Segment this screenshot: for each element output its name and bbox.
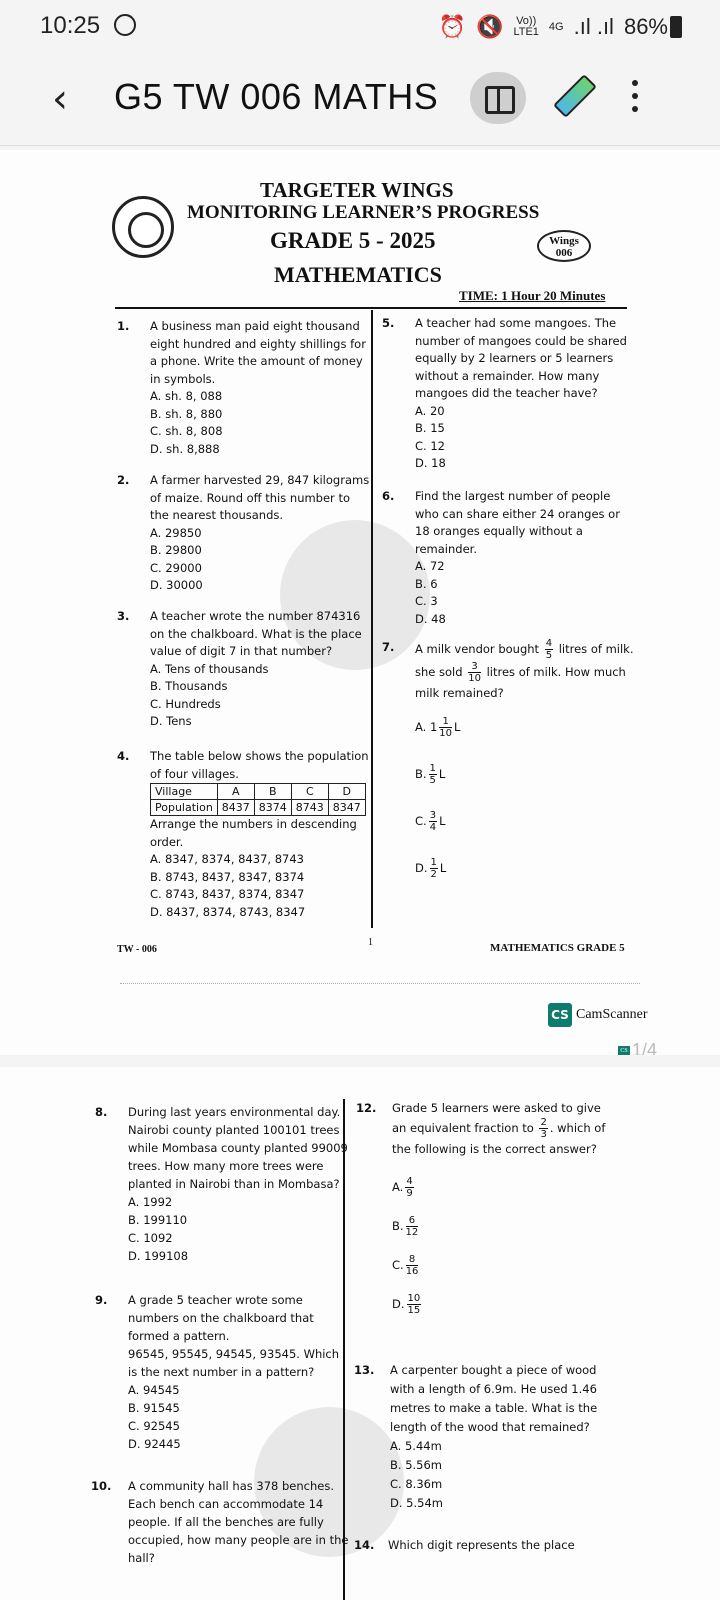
- option-unit: L: [439, 861, 447, 875]
- column-divider: [371, 310, 373, 928]
- option-unit: L: [439, 814, 446, 828]
- camscanner-watermark: [548, 1003, 648, 1027]
- scan-noise-line: [120, 983, 640, 984]
- question-text: the following is the correct answer?: [392, 1142, 597, 1156]
- question-number: 1.: [117, 319, 130, 333]
- fraction-numerator: 6: [406, 1215, 419, 1227]
- exam-grade: GRADE 5 - 2025: [270, 228, 436, 253]
- option-label: A.: [392, 1180, 404, 1194]
- question-text: who can share either 24 oranges or: [415, 506, 620, 521]
- table-cell: D: [328, 784, 365, 800]
- answer-option: D. 18: [415, 456, 446, 470]
- question-text: 18 oranges equally without a: [415, 524, 583, 538]
- fraction-denominator: 10: [439, 728, 453, 739]
- fraction-denominator: 16: [405, 1266, 419, 1277]
- exam-subject: MATHEMATICS: [274, 262, 442, 287]
- question-number: 10.: [91, 1479, 112, 1493]
- answer-option: C. 12: [415, 438, 445, 453]
- answer-option: B. 199110: [128, 1213, 188, 1227]
- answer-option: A. sh. 8, 088: [150, 389, 223, 403]
- question-text: hall?: [128, 1551, 155, 1565]
- question-1: [117, 318, 366, 458]
- question-text: eight hundred and eighty shillings for: [150, 336, 366, 351]
- exam-time: TIME: 1 Hour 20 Minutes: [459, 288, 606, 303]
- answer-option: D. Tens: [150, 714, 192, 728]
- question-text: remainder.: [415, 541, 477, 556]
- question-number: 6.: [382, 489, 395, 503]
- fraction-numerator: 3: [429, 810, 437, 821]
- answer-option: [392, 1215, 605, 1238]
- question-text: [415, 638, 633, 661]
- question-text: equally by 2 learners or 5 learners: [415, 351, 614, 365]
- question-text: [415, 661, 633, 684]
- question-text: [392, 1117, 605, 1140]
- question-number: 3.: [117, 609, 130, 623]
- status-icons: [439, 14, 668, 40]
- table-cell: Population: [151, 800, 218, 816]
- answer-option: A. 20: [415, 403, 445, 418]
- table-row: [151, 784, 366, 800]
- question-text: A carpenter bought a piece of wood: [390, 1363, 597, 1377]
- table-cell: 8743: [291, 800, 328, 816]
- question-12: [356, 1099, 606, 1316]
- question-text: A farmer harvested 29, 847 kilograms: [150, 473, 370, 487]
- fraction-numerator: 1: [439, 716, 452, 728]
- question-text: Grade 5 learners were asked to give: [392, 1101, 601, 1115]
- question-text-part: litres of milk. How much: [486, 665, 626, 679]
- option-label: C.: [392, 1258, 404, 1272]
- table-cell: 8347: [328, 800, 365, 816]
- fraction-denominator: 5: [545, 650, 553, 661]
- answer-option: C. Hundreds: [150, 696, 221, 711]
- question-text: the nearest thousands.: [150, 508, 284, 522]
- volte-top: Vo)): [516, 15, 537, 27]
- volte-indicator: [513, 16, 538, 38]
- question-number: 7.: [382, 640, 395, 654]
- answer-option: D. 199108: [128, 1249, 189, 1263]
- question-text: length of the wood that remained?: [390, 1420, 590, 1434]
- answer-option: C. 29000: [150, 560, 202, 575]
- question-text: Find the largest number of people: [415, 489, 611, 503]
- question-6: [382, 488, 620, 628]
- answer-option: [392, 1293, 605, 1316]
- fraction-denominator: 15: [407, 1305, 421, 1316]
- question-text: in symbols.: [150, 371, 216, 386]
- option-label: D.: [415, 861, 428, 875]
- answer-option: C. 8.36m: [390, 1477, 443, 1491]
- question-text: A teacher had some mangoes. The: [415, 316, 617, 330]
- page-number: 1: [368, 937, 373, 948]
- question-2: [117, 472, 370, 595]
- question-text: number of mangoes could be shared: [415, 333, 627, 348]
- camscanner-label: CamScanner: [576, 1007, 648, 1022]
- question-text-part: she sold: [415, 665, 463, 679]
- question-text: A teacher wrote the number 874316: [150, 609, 361, 623]
- option-label: C.: [415, 814, 427, 828]
- signal-icon: .ıl .ıl: [573, 14, 614, 39]
- fraction-denominator: 9: [406, 1188, 413, 1199]
- question-text: a phone. Write the amount of money: [150, 354, 363, 368]
- fraction: [468, 661, 481, 684]
- question-text-part: . which of: [549, 1121, 606, 1135]
- document-page-1: [0, 150, 720, 1055]
- wings-badge: [537, 230, 591, 262]
- option-label: A. 1: [415, 720, 438, 734]
- fraction-numerator: 1: [430, 857, 437, 868]
- answer-option: C. 3: [415, 594, 438, 608]
- answer-option: [392, 1254, 605, 1277]
- fraction-numerator: 10: [407, 1293, 421, 1304]
- question-text-part: litres of milk.: [558, 642, 634, 656]
- question-text: is the next number in a pattern?: [128, 1365, 315, 1379]
- fraction: [405, 1176, 413, 1199]
- question-7: [382, 638, 634, 880]
- page-indicator: 1/4: [632, 1040, 658, 1055]
- answer-option: [415, 857, 633, 880]
- answer-option: A. 94545: [128, 1383, 180, 1397]
- question-text: Which digit represents the place: [388, 1538, 575, 1552]
- fraction: [539, 1117, 547, 1140]
- answer-option: D. 48: [415, 611, 446, 626]
- question-number: 14.: [354, 1538, 375, 1552]
- answer-option: B. 5.56m: [390, 1458, 443, 1472]
- table-cell: Village: [151, 784, 218, 800]
- answer-option: B. 91545: [128, 1401, 180, 1415]
- answer-option: A. 1992: [128, 1195, 173, 1209]
- answer-option: D. 30000: [150, 578, 203, 592]
- fraction-numerator: 1: [429, 763, 436, 774]
- question-number: 8.: [95, 1105, 108, 1119]
- fraction-numerator: 4: [545, 638, 553, 649]
- fraction: [407, 1293, 422, 1316]
- answer-option: B. sh. 8, 880: [150, 406, 223, 421]
- document-title: G5 TW 006 MATHS: [114, 76, 439, 117]
- edit-pen-icon[interactable]: [553, 74, 597, 118]
- wings-badge-bottom: 006: [555, 247, 573, 259]
- option-label: D.: [392, 1297, 405, 1311]
- fraction-denominator: 4: [429, 822, 437, 833]
- footer-subject: MATHEMATICS GRADE 5: [490, 942, 625, 954]
- fraction-numerator: 4: [406, 1176, 413, 1187]
- exam-subtitle: MONITORING LEARNER’S PROGRESS: [187, 202, 540, 223]
- answer-option: B. 15: [415, 421, 445, 435]
- table-cell: A: [217, 784, 254, 800]
- fraction-denominator: 10: [468, 673, 481, 684]
- option-unit: L: [438, 767, 446, 781]
- table-cell: 8437: [217, 800, 254, 816]
- camscanner-small-icon: CS: [618, 1046, 630, 1056]
- answer-option: D. 8437, 8374, 8743, 8347: [150, 904, 306, 919]
- answer-option: A. 72: [415, 559, 445, 573]
- battery-icon: [670, 16, 682, 38]
- fraction-numerator: 2: [540, 1117, 547, 1128]
- header-rule: [115, 307, 627, 309]
- answer-option: B. 29800: [150, 543, 202, 557]
- question-number: 5.: [382, 316, 395, 330]
- question-text: while Mombasa county planted 99009: [128, 1141, 348, 1155]
- fraction-denominator: 3: [540, 1129, 547, 1140]
- fraction: [406, 1215, 419, 1238]
- answer-option: B. 6: [415, 576, 438, 591]
- answer-option: [392, 1176, 605, 1199]
- question-text: order.: [150, 834, 184, 849]
- answer-option: C. 8743, 8437, 8374, 8347: [150, 887, 305, 901]
- school-name: TARGETER WINGS: [260, 178, 454, 202]
- app-bar: [0, 52, 720, 146]
- question-text: occupied, how many people are in the: [128, 1533, 349, 1547]
- alarm-icon: ⏰: [438, 14, 467, 39]
- volte-bottom: LTE1: [513, 26, 539, 38]
- school-logo-icon: [112, 196, 174, 258]
- back-chevron-icon[interactable]: ‹: [52, 76, 68, 122]
- question-text: The table below shows the population: [150, 749, 369, 763]
- option-label: B.: [415, 767, 427, 781]
- table-cell: C: [291, 784, 328, 800]
- option-unit: L: [454, 720, 461, 734]
- question-9: [95, 1291, 340, 1453]
- answer-option: B. Thousands: [150, 679, 228, 693]
- question-text: numbers on the chalkboard that: [128, 1311, 314, 1325]
- question-text: planted in Nairobi than in Mombasa?: [128, 1177, 340, 1191]
- question-13: [354, 1361, 598, 1513]
- camscanner-small: [618, 1040, 657, 1055]
- answer-option: C. sh. 8, 808: [150, 424, 223, 438]
- answer-option: D. 5.54m: [390, 1496, 443, 1510]
- question-text: Each bench can accommodate 14: [128, 1497, 324, 1511]
- fraction: [439, 716, 452, 739]
- question-number: 13.: [354, 1363, 375, 1377]
- mute-icon: 🔇: [476, 14, 504, 39]
- question-text: metres to make a table. What is the: [390, 1401, 598, 1415]
- question-text: trees. How many more trees were: [128, 1159, 324, 1173]
- question-text: without a remainder. How many: [415, 368, 600, 383]
- question-text: A community hall has 378 benches.: [128, 1479, 334, 1493]
- answer-option: A. 29850: [150, 525, 202, 540]
- wings-badge-top: Wings: [549, 235, 579, 247]
- table-cell: B: [254, 784, 291, 800]
- question-number: 2.: [117, 473, 130, 487]
- answer-option: C. 92545: [128, 1419, 180, 1433]
- fraction: [406, 1254, 419, 1277]
- table-cell: 8374: [254, 800, 291, 816]
- table-row: [151, 800, 366, 816]
- answer-option: C. 1092: [128, 1231, 173, 1245]
- net-type: 4G: [548, 20, 564, 33]
- answer-option: A. 5.44m: [390, 1439, 442, 1453]
- question-8: [95, 1103, 348, 1265]
- option-label: B.: [392, 1219, 404, 1233]
- camscanner-icon: CS: [548, 1003, 572, 1027]
- fraction: [430, 857, 438, 880]
- question-text: A business man paid eight thousand: [150, 319, 360, 333]
- question-4: [117, 748, 369, 921]
- fraction: [429, 810, 437, 833]
- status-time: 10:25: [40, 12, 101, 39]
- fraction-denominator: 12: [405, 1227, 419, 1238]
- question-number: 9.: [95, 1293, 108, 1307]
- answer-option: D. 92445: [128, 1437, 181, 1451]
- question-text-part: A milk vendor bought: [415, 642, 540, 656]
- question-text-part: an equivalent fraction to: [392, 1121, 534, 1135]
- population-table: [150, 783, 366, 816]
- question-text: of maize. Round off this number to: [150, 490, 350, 505]
- fraction: [429, 763, 437, 786]
- fraction-numerator: 3: [468, 661, 481, 673]
- question-text: on the chalkboard. What is the place: [150, 626, 362, 641]
- answer-option: B. 8743, 8437, 8347, 8374: [150, 869, 305, 884]
- question-text: Arrange the numbers in descending: [150, 817, 357, 831]
- fraction-numerator: 8: [406, 1254, 419, 1266]
- question-text: A grade 5 teacher wrote some: [128, 1293, 303, 1307]
- document-page-2: [0, 1067, 720, 1600]
- answer-option: A. Tens of thousands: [150, 661, 269, 676]
- answer-option: D. sh. 8,888: [150, 441, 220, 456]
- question-number: 4.: [117, 749, 130, 763]
- question-text: 96545, 95545, 94545, 93545. Which: [128, 1347, 340, 1361]
- more-options-icon[interactable]: [632, 80, 638, 116]
- question-text: Nairobi county planted 100101 trees: [128, 1123, 340, 1137]
- status-bar: [0, 0, 720, 52]
- question-text: of four villages.: [150, 766, 239, 781]
- question-text: formed a pattern.: [128, 1329, 230, 1343]
- whatsapp-icon: [114, 14, 136, 36]
- answer-option: [415, 763, 633, 786]
- fraction: [545, 638, 553, 661]
- question-3: [117, 608, 362, 731]
- reading-mode-icon[interactable]: [470, 72, 526, 124]
- question-number: 12.: [356, 1101, 377, 1115]
- question-text: During last years environmental day.: [128, 1105, 341, 1119]
- question-text: with a length of 6.9m. He used 1.46: [390, 1382, 597, 1396]
- question-text: mangoes did the teacher have?: [415, 386, 598, 400]
- question-text: milk remained?: [415, 686, 504, 700]
- question-14: [354, 1537, 575, 1555]
- answer-option: [415, 716, 633, 739]
- footer-code: TW - 006: [117, 944, 157, 955]
- fraction-denominator: 2: [430, 869, 437, 880]
- fraction-denominator: 5: [429, 775, 436, 786]
- answer-option: [415, 810, 633, 833]
- question-10: [91, 1477, 349, 1567]
- question-5: [382, 315, 627, 473]
- question-text: people. If all the benches are fully: [128, 1515, 324, 1529]
- question-text: value of digit 7 in that number?: [150, 644, 333, 658]
- answer-option: A. 8347, 8374, 8437, 8743: [150, 852, 304, 866]
- battery-percent: 86%: [623, 14, 668, 39]
